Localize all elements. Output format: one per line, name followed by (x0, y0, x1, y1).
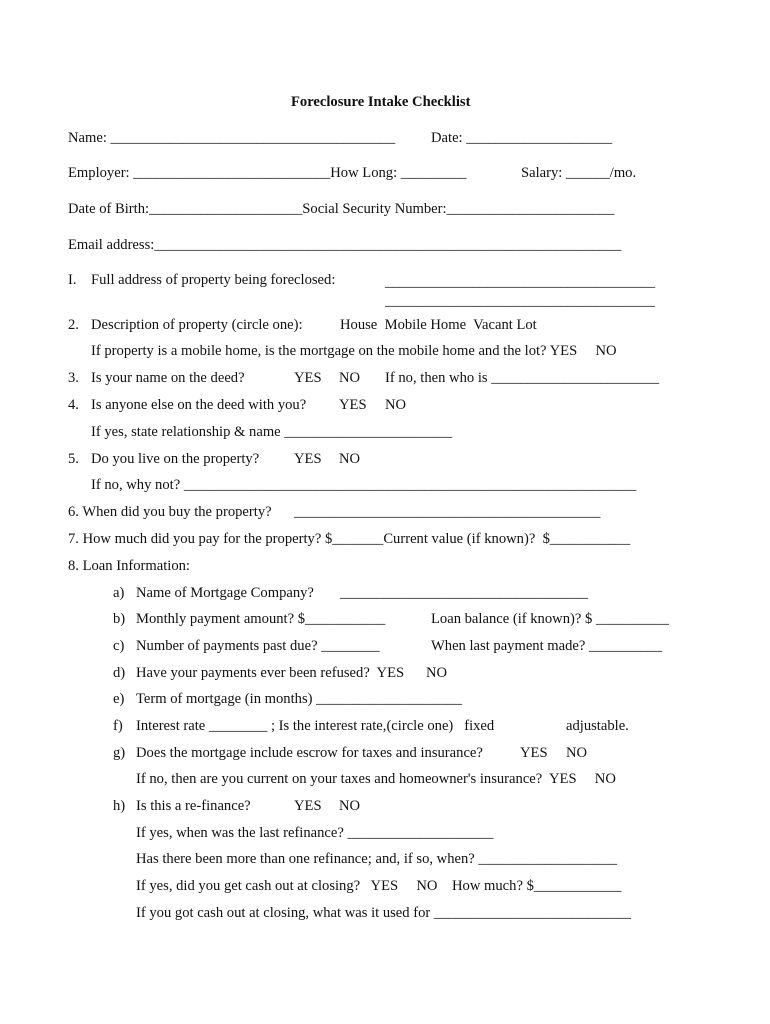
loan-g-question: Does the mortgage include escrow for taxes and insurance? (136, 745, 483, 761)
loan-b-question: Monthly payment amount? $___________ (136, 611, 386, 627)
q6-question: 6. When did you buy the property? (68, 504, 272, 520)
loan-g-letter: g) (113, 745, 126, 761)
loan-c-question: Number of payments past due? ________ (136, 638, 380, 654)
loan-c-letter: c) (113, 638, 125, 654)
loan-g-subquestion: If no, then are you current on your taxes and homeowner's insurance? YES NO (136, 771, 616, 787)
q5-yes-option: YES (294, 451, 322, 467)
email-field: Email address:________________________________________________________________ (68, 237, 622, 253)
q5-subquestion: If no, why not? ______________________________________________________________ (91, 477, 637, 493)
q6-answer-line: __________________________________________ (294, 504, 601, 520)
q5-question: Do you live on the property? (91, 451, 260, 467)
q1-answer-line: _____________________________________ (385, 274, 655, 290)
loan-h-last-refinance: If yes, when was the last refinance? ____________________ (136, 825, 494, 841)
loan-g-yes-option: YES (520, 745, 548, 761)
loan-c-last-payment: When last payment made? __________ (431, 638, 663, 654)
q4-no-option: NO (385, 397, 407, 413)
loan-b-balance: Loan balance (if known)? $ __________ (431, 611, 669, 627)
q1-number: I. (68, 272, 77, 288)
q5-no-option: NO (339, 451, 361, 467)
q3-followup: If no, then who is _______________________ (385, 370, 660, 386)
loan-d-question: Have your payments ever been refused? YES NO (136, 665, 448, 681)
loan-d-letter: d) (113, 665, 126, 681)
q2-number: 2. (68, 317, 79, 333)
loan-h-multiple-refinance: Has there been more than one refinance; and, if so, when? ___________________ (136, 851, 618, 867)
loan-g-no-option: NO (566, 745, 588, 761)
q2-subquestion: If property is a mobile home, is the mortgage on the mobile home and the lot? YES NO (91, 343, 617, 359)
date-field: Date: ____________________ (431, 130, 613, 146)
loan-e-letter: e) (113, 691, 125, 707)
q8-heading: 8. Loan Information: (68, 558, 190, 574)
salary-field: Salary: ______/mo. (521, 165, 637, 181)
loan-h-cash-use: If you got cash out at closing, what was it used for ___________________________ (136, 905, 631, 921)
q3-yes-option: YES (294, 370, 322, 386)
form-title: Foreclosure Intake Checklist (291, 94, 471, 110)
q2-options: House Mobile Home Vacant Lot (340, 317, 537, 333)
loan-a-letter: a) (113, 585, 125, 601)
q2-question: Description of property (circle one): (91, 317, 303, 333)
loan-b-letter: b) (113, 611, 126, 627)
loan-h-cash-out: If yes, did you get cash out at closing? YES NO How much? $____________ (136, 878, 622, 894)
loan-a-question: Name of Mortgage Company? (136, 585, 314, 601)
loan-f-adjustable-option: adjustable. (566, 718, 629, 734)
loan-e-question: Term of mortgage (in months) ____________________ (136, 691, 463, 707)
employer-field: Employer: ___________________________How Long: _________ (68, 165, 467, 181)
dob-ssn-field: Date of Birth:_____________________Social Security Number:_______________________ (68, 201, 615, 217)
q7-question: 7. How much did you pay for the property? $_______Current value (if known)? $___________ (68, 531, 631, 547)
q3-no-option: NO (339, 370, 361, 386)
q4-yes-option: YES (339, 397, 367, 413)
loan-h-letter: h) (113, 798, 126, 814)
loan-h-no-option: NO (339, 798, 361, 814)
loan-h-yes-option: YES (294, 798, 322, 814)
q1-question: Full address of property being foreclosed: (91, 272, 336, 288)
name-field: Name: _______________________________________ (68, 130, 396, 146)
loan-f-question: Interest rate ________ ; Is the interest rate,(circle one) fixed (136, 718, 495, 734)
loan-h-question: Is this a re-finance? (136, 798, 251, 814)
loan-f-letter: f) (113, 718, 123, 734)
q5-number: 5. (68, 451, 79, 467)
q3-question: Is your name on the deed? (91, 370, 245, 386)
q1-answer-line-2: _____________________________________ (385, 293, 655, 309)
q4-number: 4. (68, 397, 79, 413)
q4-subquestion: If yes, state relationship & name _______________________ (91, 424, 453, 440)
q3-number: 3. (68, 370, 79, 386)
q4-question: Is anyone else on the deed with you? (91, 397, 307, 413)
loan-a-answer-line: __________________________________ (340, 585, 589, 601)
